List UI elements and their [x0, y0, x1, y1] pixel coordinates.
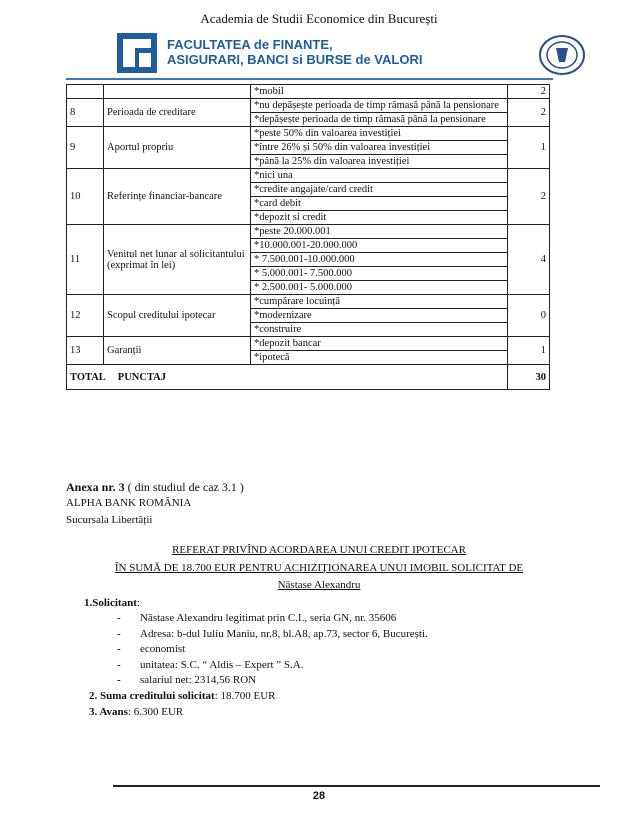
points-cell: 4 [508, 225, 550, 295]
annex-title-bold: Anexa nr. 3 [66, 480, 125, 494]
total-sublabel: PUNCTAJ [117, 371, 167, 383]
solicitant-detail-item: - economist [117, 642, 428, 658]
row-label-cell: Referințe financiar-bancare [104, 169, 251, 225]
criterion-cell: * 5.000.001- 7.500.000 [251, 267, 508, 281]
table-row [67, 169, 550, 183]
points-cell: 2 [508, 85, 550, 99]
faculty-name [167, 37, 422, 67]
criterion-cell: *depășește perioada de timp rămasă până la pensionare [251, 113, 508, 127]
criterion-cell: *10.000.001-20.000.000 [251, 239, 508, 253]
total-label-cell [67, 365, 508, 390]
annex-title-rest: ( din studiul de caz 3.1 ) [124, 480, 244, 494]
criterion-cell: *peste 50% din valoarea investiției [251, 127, 508, 141]
academy-seal-icon [538, 34, 586, 76]
report-title-line-1: REFERAT PRIVÎND ACORDAREA UNUI CREDIT IPOTECAR [172, 544, 466, 556]
row-number-cell [67, 85, 104, 99]
row-label-cell [104, 85, 251, 99]
solicitant-detail-item: - salariul net: 2314,56 RON [117, 673, 428, 689]
table-row [67, 337, 550, 351]
criterion-cell: *ipotecă [251, 351, 508, 365]
criterion-cell: *nici una [251, 169, 508, 183]
credit-sum-label: 2. Suma creditului solicitat [89, 690, 215, 702]
row-number-cell: 8 [67, 99, 104, 127]
table-row [67, 127, 550, 141]
page-number: 28 [312, 790, 326, 802]
points-cell: 1 [508, 127, 550, 169]
points-cell: 1 [508, 337, 550, 365]
academy-header: Academia de Studii Economice din București [200, 11, 438, 26]
faculty-line-1: FACULTATEA de FINANTE, [167, 37, 333, 52]
solicitant-heading: 1.Solicitant: [84, 597, 140, 609]
solicitant-details [117, 611, 428, 689]
criterion-cell: * 2.500.001- 5.000.000 [251, 281, 508, 295]
criterion-cell: *construire [251, 323, 508, 337]
report-title-line-2: ÎN SUMĂ DE 18.700 EUR PENTRU ACHIZIȚIONAREA UNUI IMOBIL SOLICITAT DE [114, 562, 524, 574]
advance-label: 3. Avans [89, 706, 128, 718]
total-row [67, 365, 550, 390]
table-row [67, 85, 550, 99]
criterion-cell: *modernizare [251, 309, 508, 323]
criterion-cell: *peste 20.000.001 [251, 225, 508, 239]
solicitant-detail-item: - Adresa: b-dul Iuliu Maniu, nr.8, bl.A8, ap.73, sector 6, București. [117, 627, 428, 643]
credit-sum-value: : 18.700 EUR [214, 690, 276, 702]
faculty-line-2: ASIGURARI, BANCI si BURSE de VALORI [167, 52, 423, 67]
row-label-cell: Aportul propriu [104, 127, 251, 169]
row-number-cell: 13 [67, 337, 104, 365]
faculty-logo-icon [117, 33, 157, 73]
row-number-cell: 11 [67, 225, 104, 295]
annex-title [66, 480, 244, 495]
bank-branch: Sucursala Libertății [66, 514, 153, 526]
solicitant-label: 1.Solicitant [84, 597, 137, 609]
criterion-cell: *cumpărare locuință [251, 295, 508, 309]
criterion-cell: *depozit si credit [251, 211, 508, 225]
criterion-cell: *credite angajate/card credit [251, 183, 508, 197]
points-cell: 2 [508, 169, 550, 225]
footer-divider [113, 785, 600, 787]
row-number-cell: 9 [67, 127, 104, 169]
table-row [67, 225, 550, 239]
total-label: TOTAL [70, 371, 106, 383]
table-row [67, 99, 550, 113]
total-points-cell: 30 [508, 365, 550, 390]
header-divider [66, 78, 553, 80]
table-row [67, 295, 550, 309]
row-label-cell: Venitul net lunar al solicitantului (exprimat în lei) [104, 225, 251, 295]
points-cell: 0 [508, 295, 550, 337]
criterion-cell: *între 26% și 50% din valoarea investiției [251, 141, 508, 155]
points-cell: 2 [508, 99, 550, 127]
row-label-cell: Scopul creditului ipotecar [104, 295, 251, 337]
criterion-cell: * 7.500.001-10.000.000 [251, 253, 508, 267]
criterion-cell: *depozit bancar [251, 337, 508, 351]
report-title-line-3: Năstase Alexandru [277, 579, 361, 591]
advance-value: : 6.300 EUR [127, 706, 184, 718]
row-number-cell: 10 [67, 169, 104, 225]
criterion-cell: *până la 25% din valoarea investiției [251, 155, 508, 169]
criterion-cell: *card debit [251, 197, 508, 211]
row-number-cell: 12 [67, 295, 104, 337]
advance-amount [89, 706, 183, 718]
criterion-cell: *nu depășește perioada de timp rămasă până la pensionare [251, 99, 508, 113]
criterion-cell: *mobil [251, 85, 508, 99]
scoring-table [66, 84, 550, 390]
solicitant-detail-item: - Năstase Alexandru legitimat prin C.I., seria GN, nr. 35606 [117, 611, 428, 627]
row-label-cell: Perioada de creditare [104, 99, 251, 127]
solicitant-detail-item: - unitatea: S.C. “ Aldis – Expert ” S.A. [117, 658, 428, 674]
credit-sum [89, 690, 276, 702]
row-label-cell: Garanții [104, 337, 251, 365]
bank-name: ALPHA BANK ROMÂNIA [66, 497, 192, 509]
